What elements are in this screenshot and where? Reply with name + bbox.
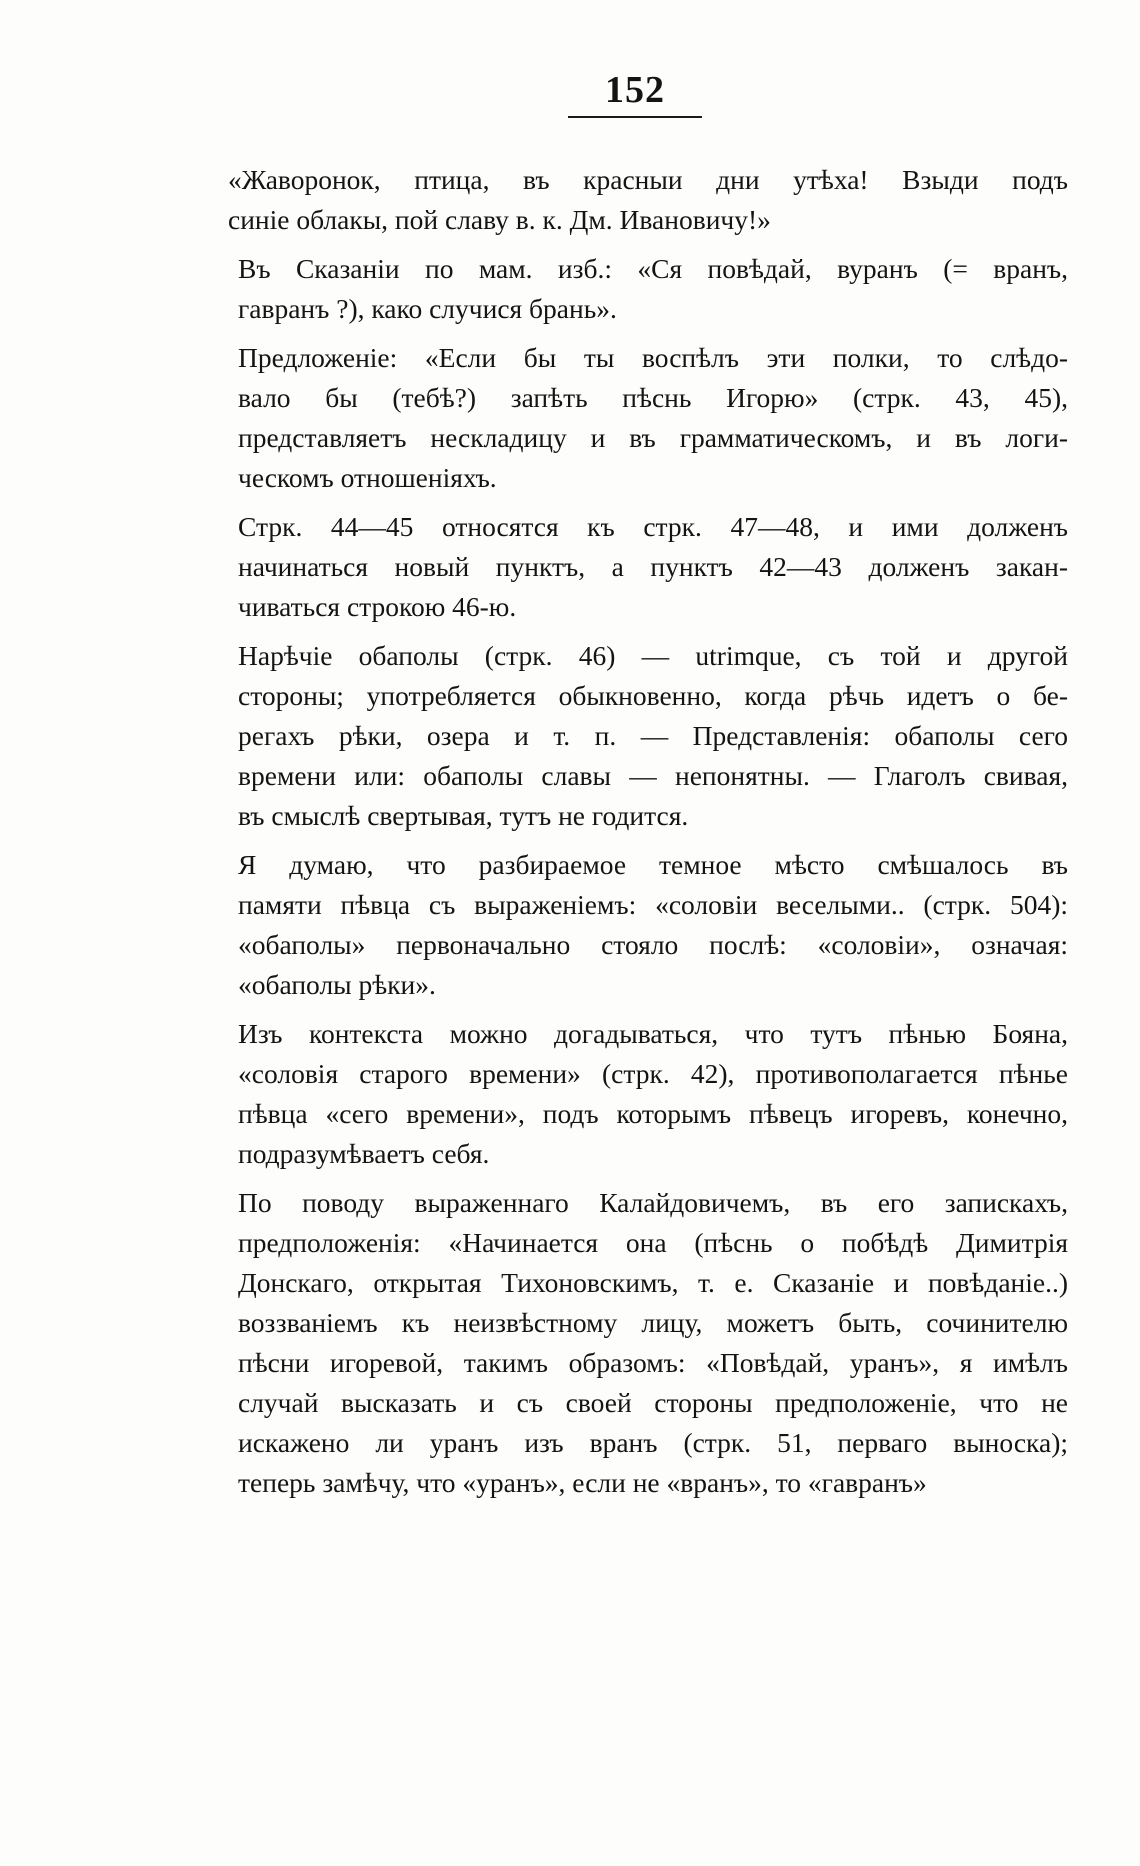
text-line: времени или: обаполы славы — непонятны. — Глаголъ свивая,: [238, 760, 1068, 791]
text-line: случай высказать и съ своей стороны предположеніе, что не: [238, 1387, 1068, 1418]
text-line: пѣвца «сего времени», подъ которымъ пѣвецъ игоревъ, конечно,: [238, 1098, 1068, 1129]
text-line: въ смыслѣ свертывая, тутъ не годится.: [238, 800, 689, 831]
text-line: Я думаю, что разбираемое темное мѣсто смѣшалось въ: [238, 849, 1068, 880]
paragraph-4: [204, 507, 1068, 627]
text-line: вало бы (тебѣ?) запѣть пѣснь Игорю» (стрк. 43, 45),: [238, 382, 1068, 413]
text-line: подразумѣваетъ себя.: [238, 1138, 490, 1169]
paragraph-5: [204, 636, 1068, 836]
text-line: Предложеніе: «Если бы ты воспѣлъ эти полки, то слѣдо-: [238, 342, 1068, 373]
text-line: теперь замѣчу, что «уранъ», если не «вранъ», то «гавранъ»: [238, 1467, 927, 1498]
paragraph-2: [204, 249, 1068, 329]
text-line: Изъ контекста можно догадываться, что тутъ пѣнью Бояна,: [238, 1018, 1068, 1049]
paragraph-6: [204, 845, 1068, 1005]
text-line: Стрк. 44—45 относятся къ стрк. 47—48, и ими долженъ: [238, 511, 1068, 542]
text-line: памяти пѣвца съ выраженіемъ: «соловіи веселыми.. (стрк. 504):: [238, 889, 1068, 920]
text-line: пѣсни игоревой, такимъ образомъ: «Повѣдай, уранъ», я имѣлъ: [238, 1347, 1068, 1378]
paragraph-1: [204, 160, 1068, 240]
text-line: ческомъ отношеніяхъ.: [238, 462, 497, 493]
paragraph-3: [204, 338, 1068, 498]
text-line: гавранъ ?), како случися брань».: [238, 293, 617, 324]
text-line: стороны; употребляется обыкновенно, когда рѣчь идетъ о бе-: [238, 680, 1068, 711]
text-line: предположенія: «Начинается она (пѣснь о побѣдѣ Димитрія: [238, 1227, 1068, 1258]
text-line: Нарѣчіе обаполы (стрк. 46) — utrimque, съ той и другой: [238, 640, 1068, 671]
paragraph-7: [204, 1014, 1068, 1174]
text-line: Донскаго, открытая Тихоновскимъ, т. е. Сказаніе и повѣданіе..): [238, 1267, 1068, 1298]
text-line: регахъ рѣки, озера и т. п. — Представленія: обаполы сего: [238, 720, 1068, 751]
text-line: «соловія старого времени» (стрк. 42), противополагается пѣнье: [238, 1058, 1068, 1089]
page-number: 152: [605, 69, 665, 111]
text-line: чиваться строкою 46-ю.: [238, 591, 517, 622]
body-text: [204, 160, 1068, 1512]
text-line: «Жаворонок, птица, въ красныи дни утѣха! Взыди подъ: [228, 164, 1068, 195]
text-line: искажено ли уранъ изъ вранъ (стрк. 51, перваго выноска);: [238, 1427, 1068, 1458]
text-line: воззваніемъ къ неизвѣстному лицу, можетъ быть, сочинителю: [238, 1307, 1068, 1338]
text-line: «обаполы рѣки».: [238, 969, 436, 1000]
text-line: «обаполы» первоначально стояло послѣ: «соловіи», означая:: [238, 929, 1068, 960]
text-line: По поводу выраженнаго Калайдовичемъ, въ его запискахъ,: [238, 1187, 1068, 1218]
text-line: синіе облакы, пой славу в. к. Дм. Ивановичу!»: [228, 204, 771, 235]
text-line: Въ Сказаніи по мам. изб.: «Ся повѣдай, вуранъ (= вранъ,: [238, 253, 1068, 284]
text-line: начинаться новый пунктъ, а пунктъ 42—43 долженъ закан-: [238, 551, 1068, 582]
paragraph-8: [204, 1183, 1068, 1503]
text-line: представляетъ нескладицу и въ грамматическомъ, и въ логи-: [238, 422, 1068, 453]
page-number-rule: [568, 116, 702, 118]
